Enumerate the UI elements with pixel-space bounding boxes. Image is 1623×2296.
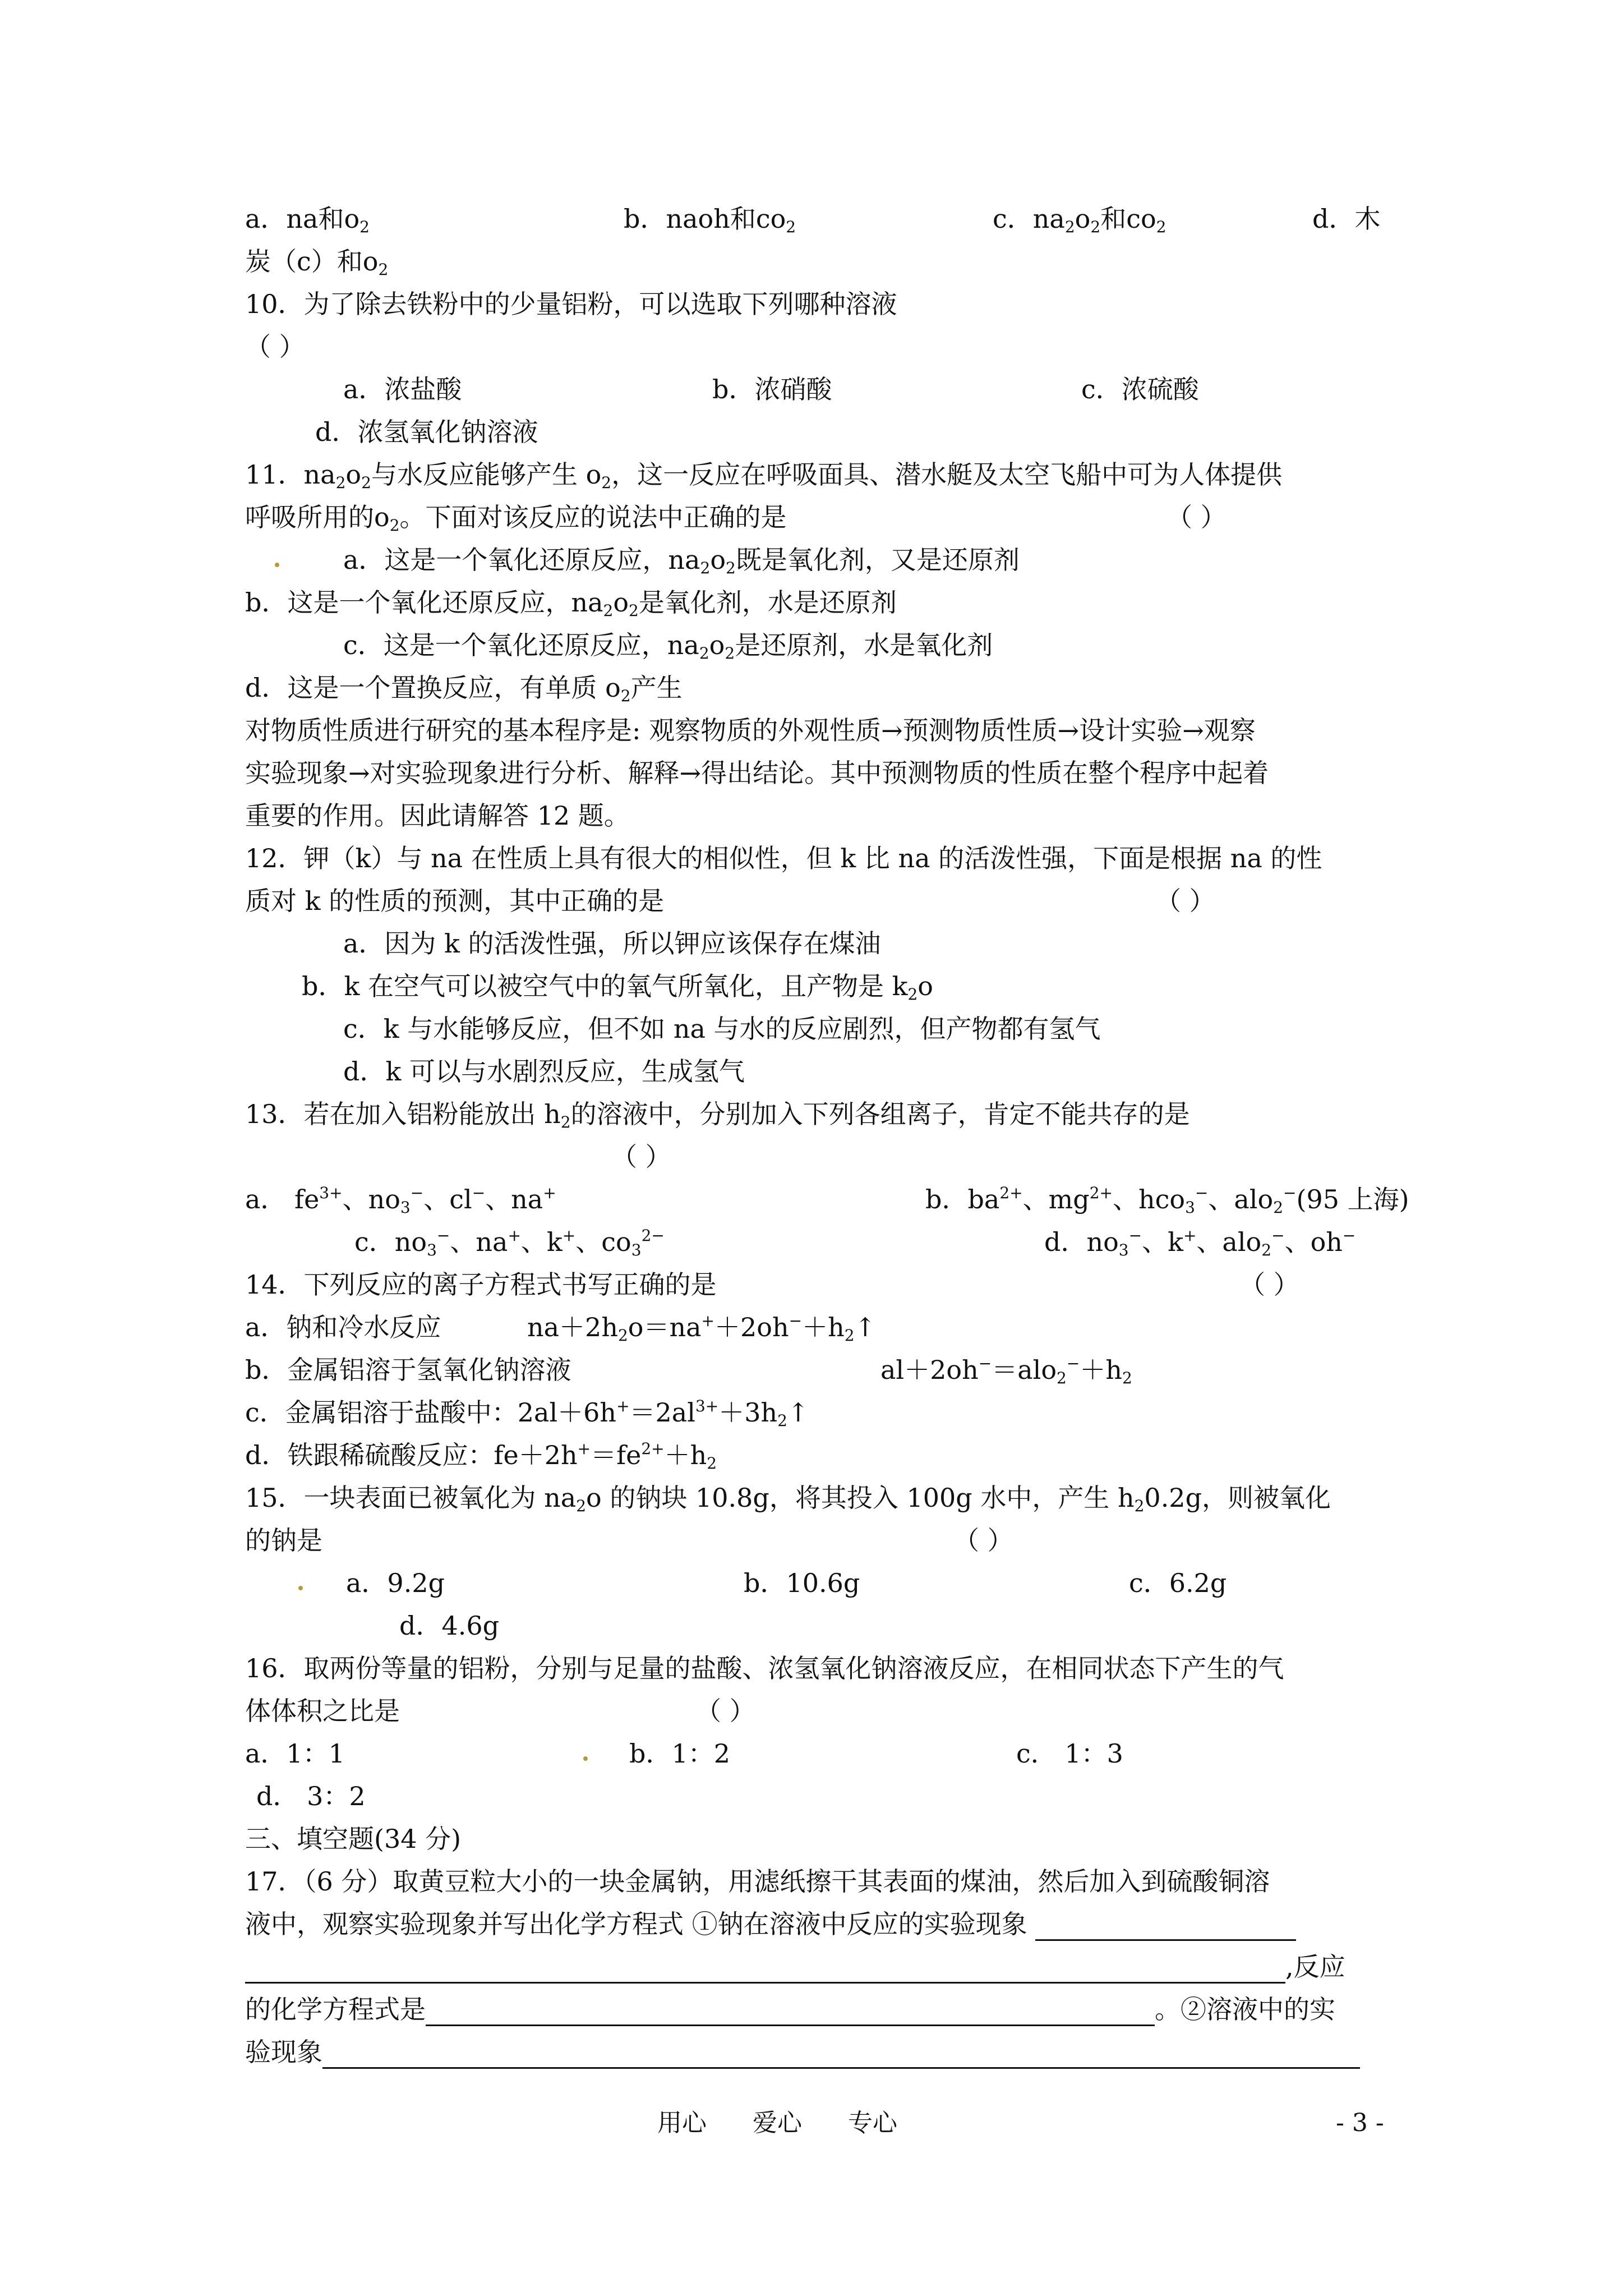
q14-stem: 14．下列反应的离子方程式书写正确的是 <box>245 1269 717 1300</box>
q10-option-b: b．浓硝酸 <box>712 374 832 404</box>
q14-option-c: c．金属铝溶于盐酸中：$2al+6h^+=2al^{3+}+3h_2↑$ <box>245 1397 809 1430</box>
speck-mark <box>298 1586 303 1590</box>
q17-stem-line5: 验现象 <box>245 2035 1360 2069</box>
footer-motto-2: 爱心 <box>753 2109 802 2137</box>
q13-answer-paren: （ ） <box>611 1142 671 1172</box>
q9-option-d-continued: 炭（c）和$o_2$ <box>245 246 389 279</box>
q11-option-b: b．这是一个氧化还原反应，$na_2o_2$是氧化剂，水是还原剂 <box>245 587 897 620</box>
q14-answer-paren: （ ） <box>1239 1269 1299 1300</box>
q11-option-d: d．这是一个置换反应，有单质 $o_2$产生 <box>245 673 683 705</box>
q10-answer-paren: （ ） <box>245 332 305 362</box>
q13-stem: 13．若在加入铝粉能放出 $h_2$的溶液中，分别加入下列各组离子，肯定不能共存的是 <box>245 1099 1190 1131</box>
q15-stem-line2: 的钠是 <box>245 1525 322 1556</box>
q12-option-b: b．k 在空气可以被空气中的氧气所氧化，且产物是 $k_2o$ <box>302 971 933 1004</box>
q16-option-a: a．1：1 <box>245 1738 345 1769</box>
q12-option-a: a．因为 k 的活泼性强，所以钾应该保存在煤油 <box>343 928 881 959</box>
q12-answer-paren: （ ） <box>1155 886 1215 916</box>
q17-stem-line3: ,反应 <box>245 1950 1345 1984</box>
q12-option-d: d．k 可以与水剧烈反应，生成氢气 <box>343 1056 745 1087</box>
page-number: - 3 - <box>1336 2109 1384 2137</box>
q14-option-b-equation: $al+2oh^-=alo_2^-+h_2$ <box>880 1354 1132 1387</box>
q15-stem-line1: 15．一块表面已被氧化为 $na_2o$ 的钠块 10.8g，将其投入 100g 水中，产生 $h_20.2g$，则被氧化 <box>245 1483 1331 1515</box>
q16-option-d: d． 3：2 <box>256 1781 366 1811</box>
footer-motto-1: 用心 <box>657 2109 707 2137</box>
answer-blank[interactable] <box>322 2042 1360 2069</box>
q15-option-a: a．9.2g <box>346 1568 445 1598</box>
q12-stem-line2: 质对 k 的性质的预测，其中正确的是 <box>245 886 665 916</box>
q17-stem-line1: 17．（6 分）取黄豆粒大小的一块金属钠，用滤纸擦干其表面的煤油，然后加入到硫酸铜溶 <box>245 1866 1270 1897</box>
q13-option-d: d．$no_3^-$、k+、alo$_2$−、oh− <box>1044 1226 1356 1259</box>
q16-stem-line2: 体体积之比是 <box>245 1696 400 1726</box>
q11-stem-line2: 呼吸所用的$o_2$。下面对该反应的说法中正确的是 <box>245 502 787 535</box>
q14-option-b: b．金属铝溶于氢氧化钠溶液 <box>245 1355 571 1385</box>
q17-stem-line4: 的化学方程式是 。②溶液中的实 <box>245 1993 1335 2026</box>
q10-stem: 10．为了除去铁粉中的少量铝粉，可以选取下列哪种溶液 <box>245 289 897 319</box>
q16-option-c: c． 1：3 <box>1016 1738 1123 1769</box>
answer-blank[interactable] <box>1035 1915 1296 1941</box>
q9-option-a: a．na和$o_2$ <box>245 204 370 236</box>
q12-option-c: c．k 与水能够反应，但不如 na 与水的反应剧烈，但产物都有氢气 <box>343 1014 1101 1044</box>
q13-option-b: b．$ba^{2+}$、$mg^{2+}$、hco$_3$−、alo$_2$−(95 上海) <box>925 1184 1409 1217</box>
q11-option-a: a．这是一个氧化还原反应，$na_2o_2$既是氧化剂，又是还原剂 <box>343 545 1020 577</box>
q15-answer-paren: （ ） <box>953 1525 1013 1556</box>
q10-option-d: d．浓氢氧化钠溶液 <box>315 417 538 447</box>
speck-mark <box>275 563 279 567</box>
q13-option-a: a． $fe^{3+}$、$no_3^-$、cl−、na+ <box>245 1184 556 1217</box>
q13-option-c: c．$no_3^-$、na+、k+、$co_3^{2-}$ <box>354 1226 665 1259</box>
q10-option-a: a．浓盐酸 <box>343 374 462 404</box>
q16-stem-line1: 16．取两份等量的铝粉，分别与足量的盐酸、浓氢氧化钠溶液反应，在相同状态下产生的气 <box>245 1653 1284 1683</box>
q14-option-d: d．铁跟稀硫酸反应：$fe+2h^+=fe^{2+}+h_2$ <box>245 1439 717 1473</box>
q11-stem-line1: 11．$na_2o_2$与水反应能够产生 $o_2$，这一反应在呼吸面具、潜水艇及太空飞船中可为人体提供 <box>245 459 1283 492</box>
speck-mark <box>583 1756 588 1761</box>
intro-line1: 对物质性质进行研究的基本程序是: 观察物质的外观性质→预测物质性质→设计实验→观察 <box>245 715 1256 746</box>
q14-option-a-equation: $na+2h_2o=na^++2oh^-+h_2↑$ <box>527 1312 877 1345</box>
section-heading: 三、填空题(34 分) <box>245 1824 462 1854</box>
q11-answer-paren: （ ） <box>1166 502 1227 532</box>
q10-option-c: c．浓硫酸 <box>1081 374 1199 404</box>
q15-option-c: c．6.2g <box>1129 1568 1227 1598</box>
q15-option-b: b．10.6g <box>744 1568 860 1598</box>
answer-blank[interactable] <box>245 1957 1285 1984</box>
q16-answer-paren: （ ） <box>695 1696 755 1726</box>
q9-option-b: b．naoh和$co_2$ <box>624 204 796 236</box>
answer-blank[interactable] <box>426 2000 1155 2026</box>
q12-stem-line1: 12．钾（k）与 na 在性质上具有很大的相似性，但 k 比 na 的活泼性强，下面是根据 na 的性 <box>245 843 1322 873</box>
intro-line2: 实验现象→对实验现象进行分析、解释→得出结论。其中预测物质的性质在整个程序中起着 <box>245 758 1269 788</box>
q11-option-c: c．这是一个氧化还原反应，$na_2o_2$是还原剂，水是氧化剂 <box>343 630 993 662</box>
q9-option-d: d．木 <box>1312 204 1381 234</box>
footer-motto-3: 专心 <box>848 2109 897 2137</box>
q16-option-b: b．1：2 <box>629 1738 730 1769</box>
intro-line3: 重要的作用。因此请解答 12 题。 <box>245 800 630 831</box>
q15-option-d: d．4.6g <box>399 1611 500 1641</box>
q9-option-c: c．$na_2o_2$和$co_2$ <box>993 204 1166 236</box>
q17-stem-line2: 液中，观察实验现象并写出化学方程式 ①钠在溶液中反应的实验现象 <box>245 1907 1296 1941</box>
q14-option-a: a．钠和冷水反应 <box>245 1312 441 1342</box>
